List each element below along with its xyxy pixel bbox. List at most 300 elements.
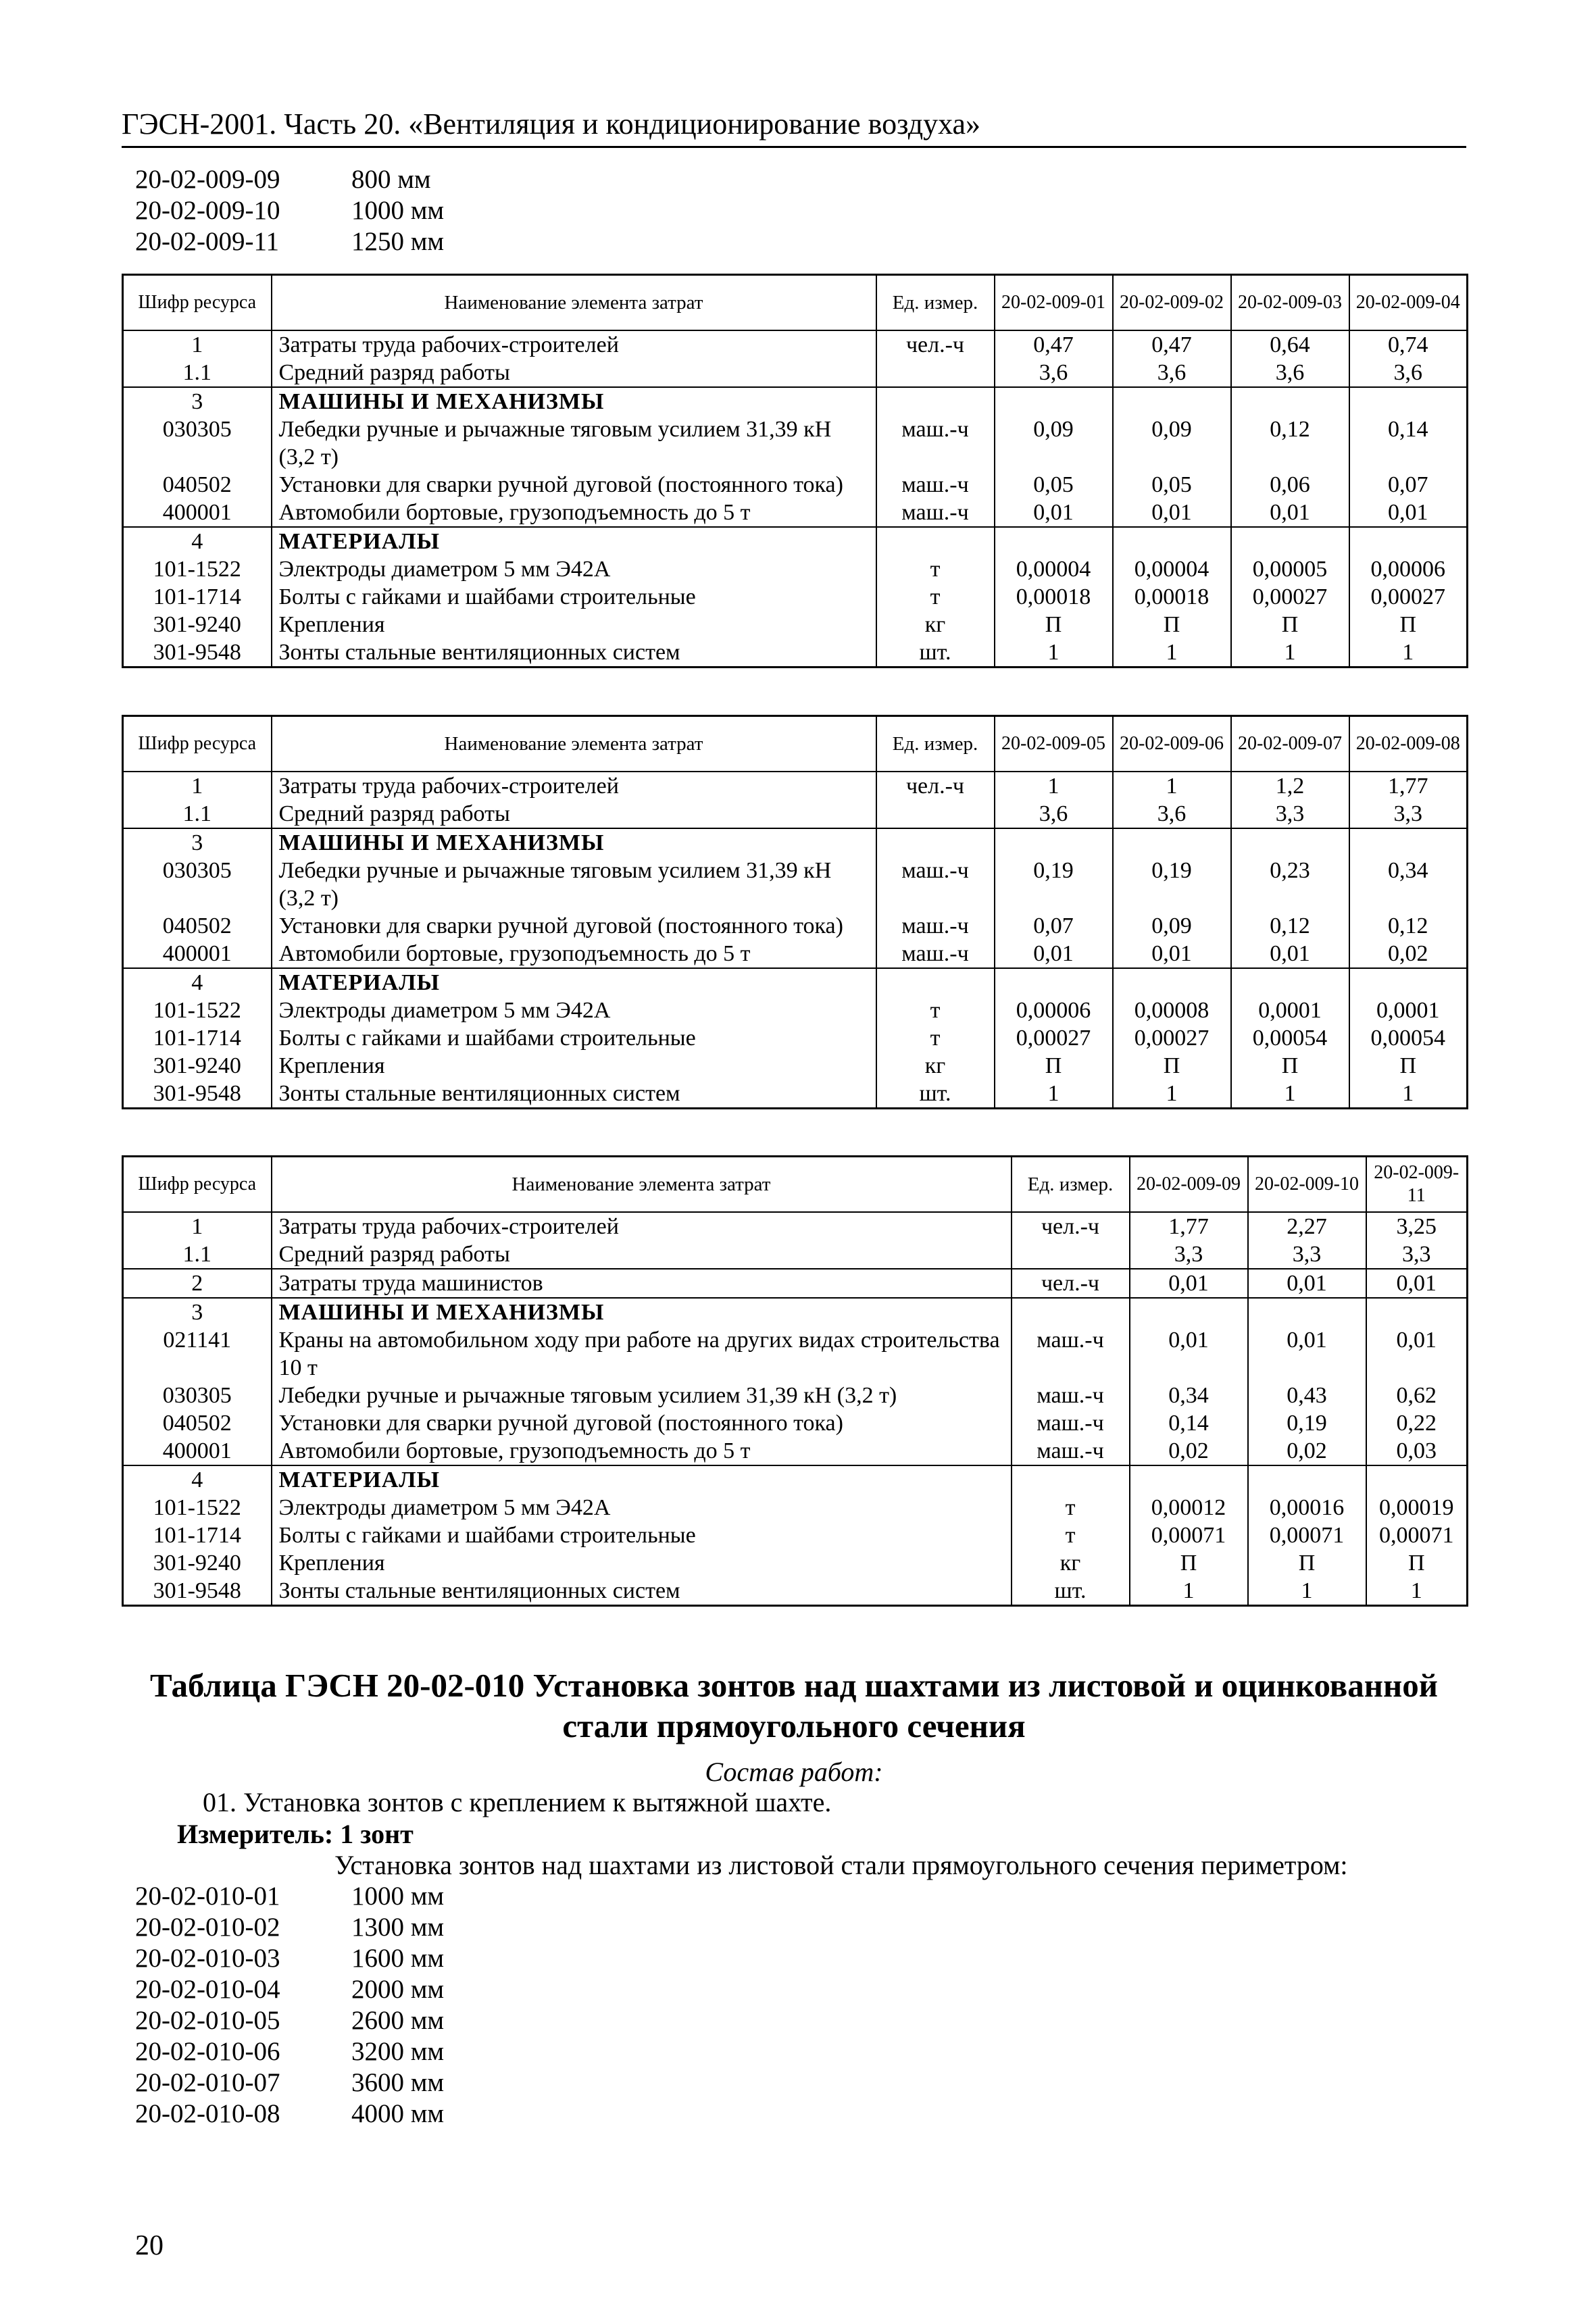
table-row [123, 555, 1468, 583]
value: 1 [995, 1080, 1113, 1109]
resource-code: 040502 [123, 471, 272, 499]
unit [876, 387, 995, 416]
value [1248, 1465, 1366, 1494]
value: 0,47 [1113, 330, 1231, 359]
value [1349, 828, 1468, 857]
header-unit: Ед. измер. [876, 716, 995, 772]
value: 0,01 [1349, 499, 1468, 527]
unit [876, 968, 995, 997]
cost-element: Лебедки ручные и рычажные тяговым усилием 31,39 кН (3,2 т) [272, 1382, 1012, 1409]
table-row [123, 330, 1468, 359]
cost-element: Лебедки ручные и рычажные тяговым усилием 31,39 кН (3,2 т) [272, 416, 876, 471]
unit [876, 800, 995, 828]
value: П [995, 1052, 1113, 1080]
table-row [123, 1212, 1468, 1240]
value: 0,01 [1231, 940, 1349, 968]
unit [876, 359, 995, 387]
size: 1000 мм [351, 196, 445, 225]
size: 1600 мм [351, 1944, 445, 1973]
size: 3200 мм [351, 2037, 445, 2066]
unit: шт. [876, 1080, 995, 1109]
table-row [123, 800, 1468, 828]
value: 1 [995, 638, 1113, 668]
value [1231, 387, 1349, 416]
value: 3,6 [1349, 359, 1468, 387]
value: 0,62 [1366, 1382, 1468, 1409]
table-title: Таблица ГЭСН 20-02-010 Установка зонтов над шахтами из листовой и оцинкованной стали прямоугольного сечения [150, 1667, 1438, 1744]
table-row [123, 857, 1468, 912]
cost-element: Электроды диаметром 5 мм Э42А [272, 997, 876, 1024]
header-column: 20-02-009-11 [1366, 1157, 1468, 1213]
table-row [123, 1577, 1468, 1606]
resource-code: 040502 [123, 912, 272, 940]
unit: чел.-ч [876, 772, 995, 800]
value: 1 [1113, 772, 1231, 800]
value: 2,27 [1248, 1212, 1366, 1240]
value: 0,34 [1130, 1382, 1248, 1409]
cost-element: Автомобили бортовые, грузоподъемность до 5 т [272, 1437, 1012, 1465]
unit: шт. [876, 638, 995, 668]
value: 1 [1231, 1080, 1349, 1109]
table-row [123, 1437, 1468, 1465]
size: 1000 мм [351, 1882, 445, 1911]
norm-table-3 [122, 1155, 1468, 1607]
value [1130, 1465, 1248, 1494]
value: 0,43 [1248, 1382, 1366, 1409]
cost-element: Установки для сварки ручной дуговой (постоянного тока) [272, 1409, 1012, 1437]
bottom-code-list [135, 1881, 444, 2130]
size: 800 мм [351, 165, 431, 194]
code: 20-02-010-04 [135, 1975, 280, 2004]
value: 0,00016 [1248, 1494, 1366, 1521]
unit: маш.-ч [876, 499, 995, 527]
table-row [123, 1024, 1468, 1052]
value [1113, 828, 1231, 857]
value: 0,0001 [1231, 997, 1349, 1024]
unit: маш.-ч [1012, 1326, 1130, 1382]
value: 0,02 [1130, 1437, 1248, 1465]
value: 0,47 [995, 330, 1113, 359]
section-title: МАШИНЫ И МЕХАНИЗМЫ [272, 387, 876, 416]
unit: маш.-ч [876, 857, 995, 912]
resource-code: 030305 [123, 857, 272, 912]
code-row [135, 1943, 444, 1974]
resource-code: 101-1714 [123, 1024, 272, 1052]
unit: чел.-ч [1012, 1212, 1130, 1240]
value [1366, 1298, 1468, 1326]
resource-code: 301-9548 [123, 1577, 272, 1606]
value: 0,19 [1113, 857, 1231, 912]
value: 0,02 [1248, 1437, 1366, 1465]
resource-code: 030305 [123, 1382, 272, 1409]
value: 0,01 [1130, 1269, 1248, 1298]
code: 20-02-009-09 [135, 165, 280, 194]
resource-code: 3 [123, 387, 272, 416]
table-row [123, 416, 1468, 471]
unit: кг [876, 611, 995, 638]
value: 0,14 [1130, 1409, 1248, 1437]
table-row [123, 1382, 1468, 1409]
value: П [1248, 1549, 1366, 1577]
value [1130, 1298, 1248, 1326]
cost-element: Краны на автомобильном ходу при работе на других видах строительства 10 т [272, 1326, 1012, 1382]
value: 0,00054 [1349, 1024, 1468, 1052]
value: П [1231, 611, 1349, 638]
cost-element: Болты с гайками и шайбами строительные [272, 1024, 876, 1052]
value: 0,00071 [1366, 1521, 1468, 1549]
value: 0,01 [1130, 1326, 1248, 1382]
value: 1 [1130, 1577, 1248, 1606]
value: 0,23 [1231, 857, 1349, 912]
value: 0,01 [1366, 1326, 1468, 1382]
table-row [123, 1269, 1468, 1298]
value [1349, 968, 1468, 997]
value: 0,00071 [1248, 1521, 1366, 1549]
value: 0,00012 [1130, 1494, 1248, 1521]
resource-code: 101-1522 [123, 555, 272, 583]
value: 0,00019 [1366, 1494, 1468, 1521]
resource-code: 101-1714 [123, 1521, 272, 1549]
cost-element: Средний разряд работы [272, 800, 876, 828]
table-row [123, 912, 1468, 940]
value: 0,01 [1248, 1326, 1366, 1382]
unit: т [1012, 1494, 1130, 1521]
value [1113, 527, 1231, 555]
unit [1012, 1240, 1130, 1269]
table-row [123, 583, 1468, 611]
section-title: МАШИНЫ И МЕХАНИЗМЫ [272, 828, 876, 857]
header-column: 20-02-009-06 [1113, 716, 1231, 772]
value: 3,3 [1248, 1240, 1366, 1269]
code-row [135, 195, 444, 226]
header-column: 20-02-009-02 [1113, 275, 1231, 331]
cost-element: Автомобили бортовые, грузоподъемность до 5 т [272, 499, 876, 527]
code: 20-02-009-11 [135, 227, 280, 256]
value [995, 527, 1113, 555]
code-row [135, 1974, 444, 2005]
header-code: Шифр ресурса [123, 1157, 272, 1213]
value [1248, 1298, 1366, 1326]
value: 1 [995, 772, 1113, 800]
resource-code: 021141 [123, 1326, 272, 1382]
table-row [123, 1409, 1468, 1437]
unit: т [876, 555, 995, 583]
value: 0,00005 [1231, 555, 1349, 583]
code-row [135, 164, 444, 195]
value: 0,00018 [1113, 583, 1231, 611]
table-row [123, 997, 1468, 1024]
table-row [123, 527, 1468, 555]
header-name: Наименование элемента затрат [272, 716, 876, 772]
value: 0,09 [995, 416, 1113, 471]
value: 0,19 [1248, 1409, 1366, 1437]
header-column: 20-02-009-08 [1349, 716, 1468, 772]
value: 3,3 [1349, 800, 1468, 828]
value: 0,02 [1349, 940, 1468, 968]
value: 0,01 [1113, 940, 1231, 968]
value: 1 [1349, 1080, 1468, 1109]
header-code: Шифр ресурса [123, 275, 272, 331]
value [1349, 387, 1468, 416]
resource-code: 3 [123, 828, 272, 857]
cost-element: Лебедки ручные и рычажные тяговым усилием 31,39 кН (3,2 т) [272, 857, 876, 912]
header-column: 20-02-009-07 [1231, 716, 1349, 772]
work-item: 01. Установка зонтов с креплением к вытяжной шахте. [203, 1787, 832, 1817]
value: 1,2 [1231, 772, 1349, 800]
value [995, 387, 1113, 416]
value [1231, 968, 1349, 997]
value: 0,00008 [1113, 997, 1231, 1024]
unit: кг [1012, 1549, 1130, 1577]
resource-code: 1.1 [123, 800, 272, 828]
value: П [1113, 1052, 1231, 1080]
table-row [123, 359, 1468, 387]
value [1113, 387, 1231, 416]
table-row [123, 1298, 1468, 1326]
table-row [123, 772, 1468, 800]
value: 0,00006 [1349, 555, 1468, 583]
value: 0,22 [1366, 1409, 1468, 1437]
value: 0,07 [995, 912, 1113, 940]
unit: маш.-ч [876, 940, 995, 968]
value: 0,05 [1113, 471, 1231, 499]
table-row [123, 828, 1468, 857]
value: 0,07 [1349, 471, 1468, 499]
value [995, 968, 1113, 997]
resource-code: 1 [123, 772, 272, 800]
meter: Измеритель: 1 зонт [177, 1819, 414, 1849]
code: 20-02-009-10 [135, 196, 280, 225]
resource-code: 4 [123, 527, 272, 555]
value: 0,00004 [995, 555, 1113, 583]
section-title: МАШИНЫ И МЕХАНИЗМЫ [272, 1298, 1012, 1326]
code-row [135, 1912, 444, 1943]
code-row [135, 2036, 444, 2067]
unit: т [876, 583, 995, 611]
header-name: Наименование элемента затрат [272, 1157, 1012, 1213]
resource-code: 101-1522 [123, 1494, 272, 1521]
value: 3,6 [995, 359, 1113, 387]
cost-element: Затраты труда рабочих-строителей [272, 330, 876, 359]
header-unit: Ед. измер. [1012, 1157, 1130, 1213]
cost-element: Затраты труда рабочих-строителей [272, 1212, 1012, 1240]
resource-code: 040502 [123, 1409, 272, 1437]
table-row [123, 1465, 1468, 1494]
cost-element: Установки для сварки ручной дуговой (постоянного тока) [272, 471, 876, 499]
code: 20-02-010-05 [135, 2006, 280, 2035]
code-row [135, 2005, 444, 2036]
section-title: МАТЕРИАЛЫ [272, 968, 876, 997]
unit: маш.-ч [1012, 1437, 1130, 1465]
value: 0,03 [1366, 1437, 1468, 1465]
resource-code: 1 [123, 1212, 272, 1240]
cost-element: Установки для сварки ручной дуговой (постоянного тока) [272, 912, 876, 940]
value: 1,77 [1130, 1212, 1248, 1240]
value [995, 828, 1113, 857]
table-row [123, 499, 1468, 527]
unit: т [1012, 1521, 1130, 1549]
value: П [1231, 1052, 1349, 1080]
resource-code: 101-1522 [123, 997, 272, 1024]
value: 3,6 [1113, 359, 1231, 387]
unit: т [876, 997, 995, 1024]
value: 0,00027 [1231, 583, 1349, 611]
header-column: 20-02-009-10 [1248, 1157, 1366, 1213]
cost-element: Крепления [272, 1549, 1012, 1577]
value: 3,3 [1130, 1240, 1248, 1269]
code: 20-02-010-03 [135, 1944, 280, 1973]
value: 3,6 [1113, 800, 1231, 828]
unit: маш.-ч [1012, 1382, 1130, 1409]
value [1349, 527, 1468, 555]
value: 0,01 [1231, 499, 1349, 527]
page-number: 20 [135, 2230, 164, 2261]
unit: маш.-ч [1012, 1409, 1130, 1437]
value [1231, 527, 1349, 555]
resource-code: 400001 [123, 499, 272, 527]
table-row [123, 968, 1468, 997]
value: П [1349, 611, 1468, 638]
code: 20-02-010-07 [135, 2068, 280, 2097]
resource-code: 2 [123, 1269, 272, 1298]
code-row [135, 226, 444, 257]
value [1366, 1465, 1468, 1494]
unit: чел.-ч [876, 330, 995, 359]
resource-code: 1.1 [123, 1240, 272, 1269]
table-row [123, 1326, 1468, 1382]
value: П [1349, 1052, 1468, 1080]
unit [876, 828, 995, 857]
table-row [123, 1240, 1468, 1269]
value: 1 [1113, 638, 1231, 668]
resource-code: 301-9240 [123, 611, 272, 638]
code-row [135, 1881, 444, 1912]
value: 0,12 [1231, 416, 1349, 471]
value: 0,00018 [995, 583, 1113, 611]
value: 0,64 [1231, 330, 1349, 359]
header-column: 20-02-009-05 [995, 716, 1113, 772]
size: 1250 мм [351, 227, 445, 256]
header-column: 20-02-009-04 [1349, 275, 1468, 331]
resource-code: 101-1714 [123, 583, 272, 611]
value: 0,34 [1349, 857, 1468, 912]
unit [1012, 1465, 1130, 1494]
resource-code: 1.1 [123, 359, 272, 387]
cost-element: Болты с гайками и шайбами строительные [272, 1521, 1012, 1549]
value: 0,00027 [1113, 1024, 1231, 1052]
cost-element: Электроды диаметром 5 мм Э42А [272, 555, 876, 583]
norm-table-2 [122, 715, 1468, 1109]
size: 2600 мм [351, 2006, 445, 2035]
cost-element: Зонты стальные вентиляционных систем [272, 638, 876, 668]
value: П [995, 611, 1113, 638]
cost-element: Крепления [272, 611, 876, 638]
header-name: Наименование элемента затрат [272, 275, 876, 331]
header-code: Шифр ресурса [123, 716, 272, 772]
size: 1300 мм [351, 1913, 445, 1942]
header-column: 20-02-009-09 [1130, 1157, 1248, 1213]
resource-code: 4 [123, 1465, 272, 1494]
installation-desc: Установка зонтов над шахтами из листовой стали прямоугольного сечения периметром: [334, 1850, 1348, 1880]
resource-code: 4 [123, 968, 272, 997]
resource-code: 301-9240 [123, 1549, 272, 1577]
value: 3,25 [1366, 1212, 1468, 1240]
value: П [1130, 1549, 1248, 1577]
table-row [123, 387, 1468, 416]
value: 1,77 [1349, 772, 1468, 800]
value: 0,01 [1248, 1269, 1366, 1298]
value: 1 [1349, 638, 1468, 668]
cost-element: Средний разряд работы [272, 359, 876, 387]
value: 0,00027 [995, 1024, 1113, 1052]
page-header: ГЭСН-2001. Часть 20. «Вентиляция и кондиционирование воздуха» [122, 107, 1466, 148]
resource-code: 301-9548 [123, 638, 272, 668]
table-row [123, 471, 1468, 499]
top-code-list [135, 164, 444, 257]
resource-code: 400001 [123, 940, 272, 968]
value: 0,00006 [995, 997, 1113, 1024]
resource-code: 3 [123, 1298, 272, 1326]
cost-element: Средний разряд работы [272, 1240, 1012, 1269]
cost-element: Зонты стальные вентиляционных систем [272, 1080, 876, 1109]
value: 0,01 [1113, 499, 1231, 527]
code: 20-02-010-06 [135, 2037, 280, 2066]
value: 0,0001 [1349, 997, 1468, 1024]
table-row [123, 1080, 1468, 1109]
value: 0,05 [995, 471, 1113, 499]
header-column: 20-02-009-01 [995, 275, 1113, 331]
resource-code: 400001 [123, 1437, 272, 1465]
resource-code: 1 [123, 330, 272, 359]
value: 1 [1113, 1080, 1231, 1109]
unit: маш.-ч [876, 471, 995, 499]
value: 0,01 [995, 499, 1113, 527]
value: П [1366, 1549, 1468, 1577]
unit: маш.-ч [876, 912, 995, 940]
value: 1 [1366, 1577, 1468, 1606]
section-title: МАТЕРИАЛЫ [272, 1465, 1012, 1494]
cost-element: Болты с гайками и шайбами строительные [272, 583, 876, 611]
size: 4000 мм [351, 2099, 445, 2128]
cost-element: Затраты труда машинистов [272, 1269, 1012, 1298]
unit: шт. [1012, 1577, 1130, 1606]
value: 1 [1231, 638, 1349, 668]
section-title: МАТЕРИАЛЫ [272, 527, 876, 555]
value: 0,09 [1113, 912, 1231, 940]
header-column: 20-02-009-03 [1231, 275, 1349, 331]
value: 0,01 [995, 940, 1113, 968]
table-row [123, 1494, 1468, 1521]
cost-element: Зонты стальные вентиляционных систем [272, 1577, 1012, 1606]
value: 0,12 [1349, 912, 1468, 940]
code-row [135, 2098, 444, 2130]
cost-element: Автомобили бортовые, грузоподъемность до 5 т [272, 940, 876, 968]
resource-code: 301-9548 [123, 1080, 272, 1109]
value: 0,74 [1349, 330, 1468, 359]
value: 3,6 [995, 800, 1113, 828]
cost-element: Крепления [272, 1052, 876, 1080]
code: 20-02-010-02 [135, 1913, 280, 1942]
value: 3,3 [1231, 800, 1349, 828]
norm-table-1 [122, 274, 1468, 668]
value: 0,14 [1349, 416, 1468, 471]
code: 20-02-010-01 [135, 1882, 280, 1911]
table-row [123, 638, 1468, 668]
value: 0,09 [1113, 416, 1231, 471]
value: П [1113, 611, 1231, 638]
size: 3600 мм [351, 2068, 445, 2097]
value [1231, 828, 1349, 857]
